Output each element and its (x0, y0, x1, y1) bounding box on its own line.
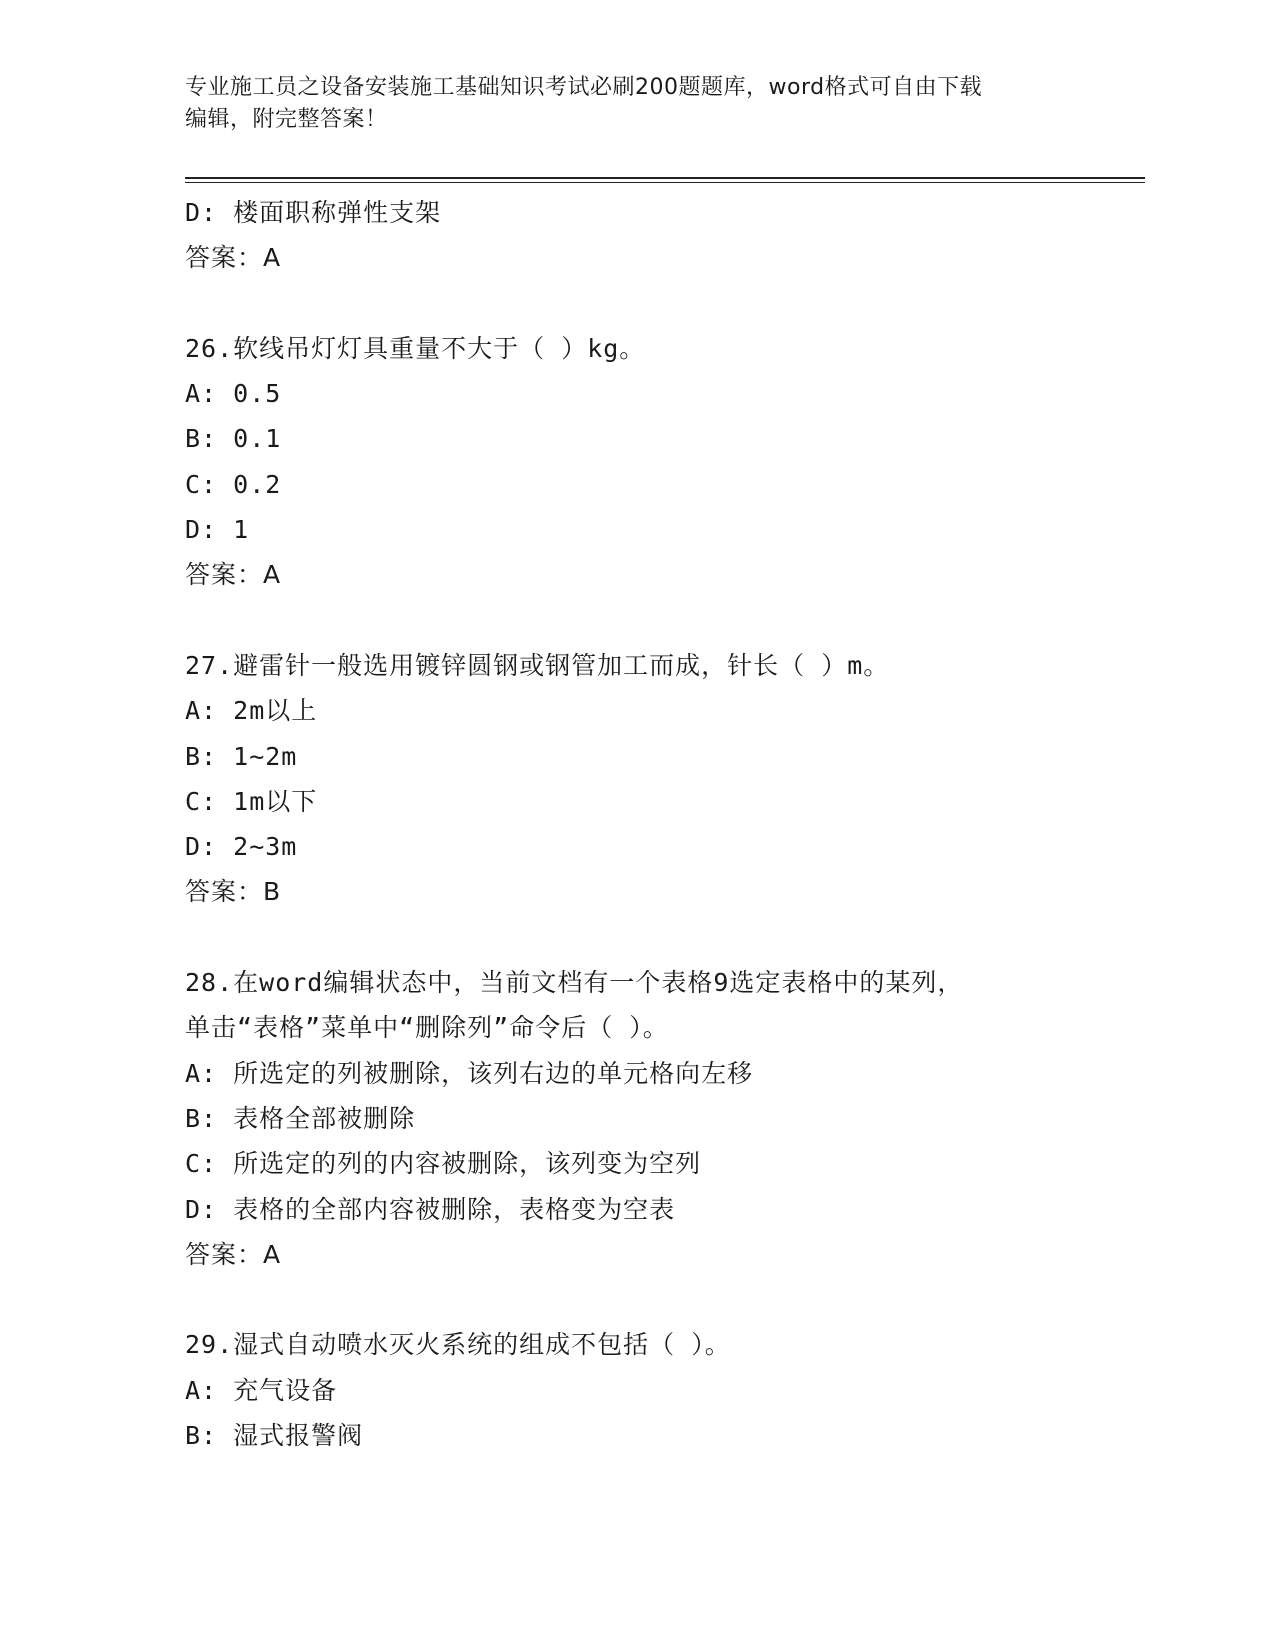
option-d: D: 2~3m (185, 832, 298, 862)
prev-answer: 答案：A (185, 243, 282, 273)
answer: 答案：A (185, 560, 282, 590)
option-c: C: 所选定的列的内容被删除，该列变为空列 (185, 1149, 702, 1179)
option-d: D: 1 (185, 515, 250, 545)
option-a: A: 0.5 (185, 379, 282, 409)
spacer (185, 915, 1145, 960)
question-28 (185, 960, 1145, 1277)
option-a: A: 充气设备 (185, 1375, 338, 1405)
spacer (185, 281, 1145, 326)
question-26 (185, 326, 1145, 598)
header-divider-thin (185, 182, 1145, 183)
option-c: C: 1m以下 (185, 786, 318, 816)
option-b: B: 湿式报警阀 (185, 1421, 364, 1451)
option-b: B: 0.1 (185, 424, 282, 454)
question-29 (185, 1322, 1145, 1458)
answer: 答案：B (185, 877, 282, 907)
question-title: 29.湿式自动喷水灭火系统的组成不包括（ ）。 (185, 1330, 731, 1360)
document-header (185, 72, 1085, 136)
header-title-line2: 编辑，附完整答案！ (185, 107, 388, 132)
spacer (185, 1277, 1145, 1322)
option-b: B: 1~2m (185, 741, 298, 771)
header-divider-thick (185, 177, 1145, 179)
question-list (185, 190, 1145, 1458)
option-a: A: 所选定的列被删除，该列右边的单元格向左移 (185, 1058, 754, 1088)
question-title-line2: 单击“表格”菜单中“删除列”命令后（ ）。 (185, 1013, 669, 1043)
question-title: 26.软线吊灯灯具重量不大于（ ）kg。 (185, 333, 646, 363)
question-title: 27.避雷针一般选用镀锌圆钢或钢管加工而成，针长（ ）m。 (185, 650, 890, 680)
question-title-line1: 28.在word编辑状态中，当前文档有一个表格9选定表格中的某列， (185, 968, 964, 998)
prev-option-d: D: 楼面职称弹性支架 (185, 198, 442, 227)
question-27 (185, 643, 1145, 915)
option-c: C: 0.2 (185, 469, 282, 499)
option-d: D: 表格的全部内容被删除，表格变为空表 (185, 1194, 676, 1224)
spacer (185, 598, 1145, 643)
option-a: A: 2m以上 (185, 696, 318, 726)
header-title-line1: 专业施工员之设备安装施工基础知识考试必刷200题题库，word格式可自由下载 (185, 75, 983, 100)
answer: 答案：A (185, 1239, 282, 1269)
option-b: B: 表格全部被删除 (185, 1103, 416, 1133)
